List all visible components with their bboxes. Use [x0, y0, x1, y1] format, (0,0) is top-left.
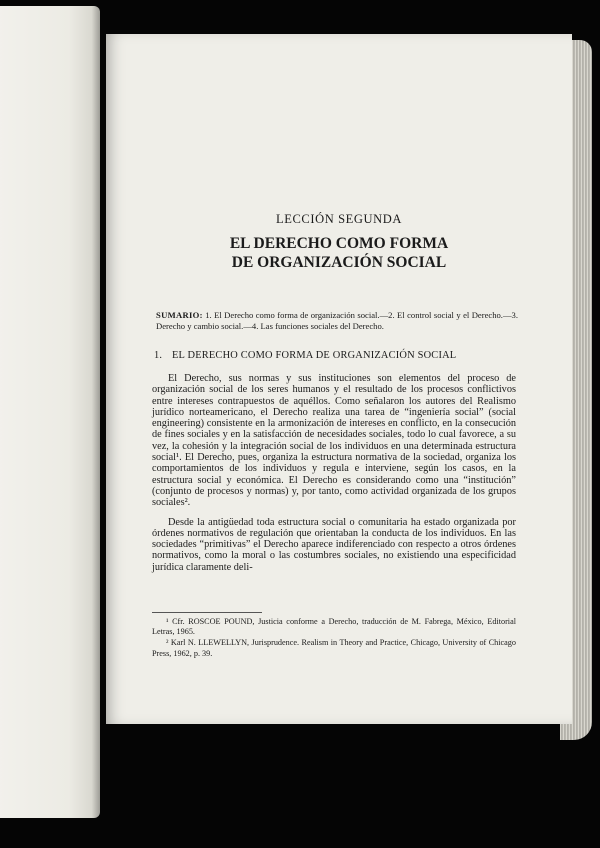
footnote-divider [152, 612, 262, 613]
summary-lead: SUMARIO: [156, 310, 203, 320]
footnotes [152, 612, 516, 660]
body-paragraph: Desde la antigüedad toda estructura social o comunitaria ha estado organizada por órdenes normativos de regulación que orientaban la conducta de los individuos. En las sociedades “primitivas” el Derecho aparece indiferenciado con respecto a otros órdenes normativos, como la moral o las costumbres sociales, no existiendo una especificidad jurídica claramente deli- [152, 516, 516, 573]
chapter-title [106, 234, 572, 272]
chapter-title-line-1: EL DERECHO COMO FORMA [229, 235, 449, 252]
previous-page-edge [0, 6, 100, 818]
body-paragraph: El Derecho, sus normas y sus instituciones son elementos del proceso de organización social de los seres humanos y el resultado de los procesos conflictivos entre intereses contrapuestos de aquéllos. Como señalaron los autores del Realismo jurídico norteamericano, el Derecho realiza una tarea de “ingeniería social” (social engineering) consistente en la armonización de intereses en conflicto, en la consecución de fines sociales y en la satisfacción de necesidades sociales, todo lo cual favorece, a su vez, la cohesión y la integración social de los individuos en una determinada estructura social¹. El Derecho, pues, organiza la estructura normativa de la sociedad, organiza los comportamientos de los individuos y regula e interviene, según los casos, en la estructura social y económica. El Derecho es considerando como una “institución” (conjunto de procesos y normas) y, por tanto, como actividad organizada de los grupos sociales². [152, 373, 516, 509]
chapter-title-line-2: DE ORGANIZACIÓN SOCIAL [231, 254, 447, 271]
summary [156, 310, 518, 332]
section-number: 1. [154, 350, 163, 361]
summary-text: 1. El Derecho como forma de organización social.—2. El control social y el Derecho.—3. Derecho y cambio social.—4. Las funciones sociales del Derecho. [156, 310, 518, 331]
body-text [152, 373, 516, 581]
book-page [106, 34, 572, 724]
section-heading [154, 350, 534, 361]
section-heading-text: EL DERECHO COMO FORMA DE ORGANIZACIÓN SOCIAL [172, 350, 457, 361]
footnote: ¹ Cfr. ROSCOE POUND, Justicia conforme a Derecho, traducción de M. Fabrega, México, Editorial Letras, 1965. [152, 617, 516, 637]
lesson-label: LECCIÓN SEGUNDA [275, 212, 402, 226]
footnote: ² Karl N. LLEWELLYN, Jurisprudence. Realism in Theory and Practice, Chicago, University of Chicago Press, 1962, p. 39. [152, 638, 516, 658]
